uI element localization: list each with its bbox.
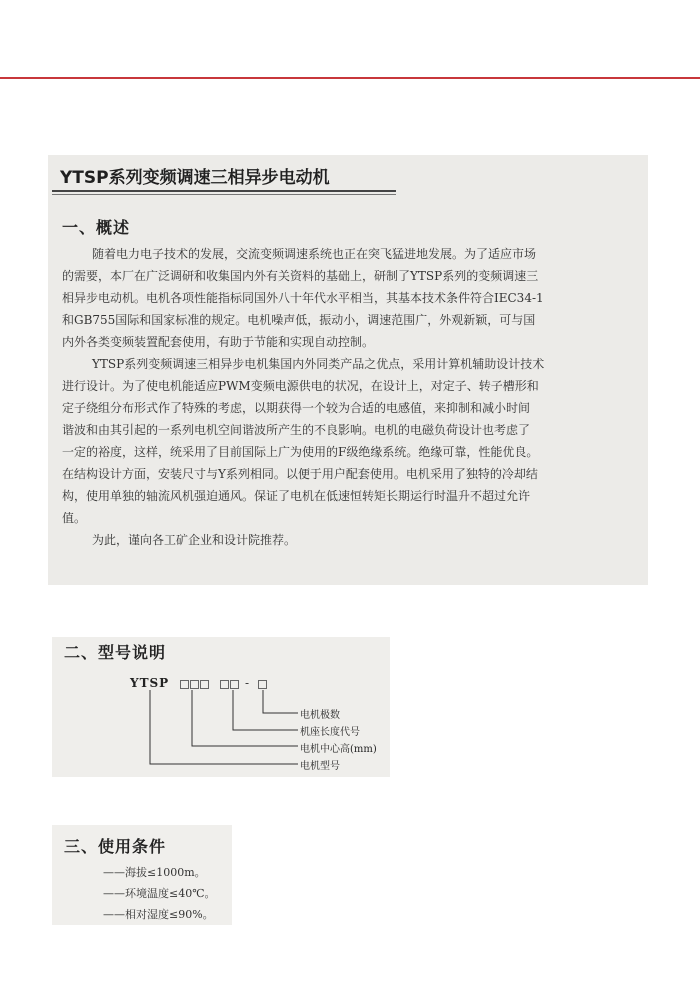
- overview-line: YTSP系列变频调速三相异步电机集国内外同类产品之优点，采用计算机辅助设计技术: [92, 357, 545, 371]
- overview-line: 一定的裕度，这样，统采用了目前国际上广为使用的F级绝缘系统。绝缘可靠，性能优良。: [62, 445, 539, 459]
- code-separator: -: [245, 676, 250, 690]
- document-title: YTSP系列变频调速三相异步电动机: [60, 168, 330, 188]
- condition-altitude: ——海拔≤1000m。: [103, 866, 206, 879]
- label-motor-model: 电机型号: [300, 761, 340, 772]
- overview-line: 在结构设计方面，安装尺寸与Y系列相同。以便于用户配套使用。电机采用了独特的冷却结: [62, 467, 538, 481]
- label-frame-length: 机座长度代号: [300, 727, 360, 738]
- condition-temperature: ——环境温度≤40℃。: [103, 887, 216, 900]
- overview-line: 值。: [62, 511, 87, 525]
- overview-line: 为此，谨向各工矿企业和设计院推荐。: [92, 533, 297, 547]
- overview-line: 随着电力电子技术的发展，交流变频调速系统也正在突飞猛进地发展。为了适应市场: [92, 247, 537, 261]
- section-conditions-heading: 三、使用条件: [64, 837, 167, 856]
- model-prefix: YTSP: [130, 676, 170, 690]
- overview-line: 进行设计。为了使电机能适应PWM变频电源供电的状况，在设计上，对定子、转子槽形和: [62, 379, 539, 393]
- label-pole-count: 电机极数: [300, 710, 340, 721]
- overview-line: 相异步电动机。电机各项性能指标同国外八十年代水平相当，其基本技术条件符合IEC34-1: [62, 291, 544, 305]
- overview-line: 内外各类变频装置配套使用，有助于节能和实现自动控制。: [62, 335, 375, 349]
- condition-humidity: ——相对湿度≤90%。: [103, 908, 214, 921]
- overview-line: 谐波和由其引起的一系列电机空间谐波所产生的不良影响。电机的电磁负荷设计也考虑了: [62, 423, 531, 437]
- section-model-heading: 二、型号说明: [64, 643, 167, 662]
- overview-line: 构，使用单独的轴流风机强迫通风。保证了电机在低速恒转矩长期运行时温升不超过允许: [62, 489, 531, 503]
- section-overview-heading: 一、概述: [62, 218, 131, 237]
- overview-line: 和GB755国际和国家标准的规定。电机噪声低，振动小，调速范围广，外观新颖，可与国: [62, 313, 536, 327]
- overview-line: 定子绕组分布形式作了特殊的考虑，以期获得一个较为合适的电感值，来抑制和减小时间: [62, 401, 531, 415]
- label-center-height: 电机中心高(mm): [300, 744, 377, 755]
- overview-line: 的需要，本厂在广泛调研和收集国内外有关资料的基础上，研制了YTSP系列的变频调速三: [62, 269, 539, 283]
